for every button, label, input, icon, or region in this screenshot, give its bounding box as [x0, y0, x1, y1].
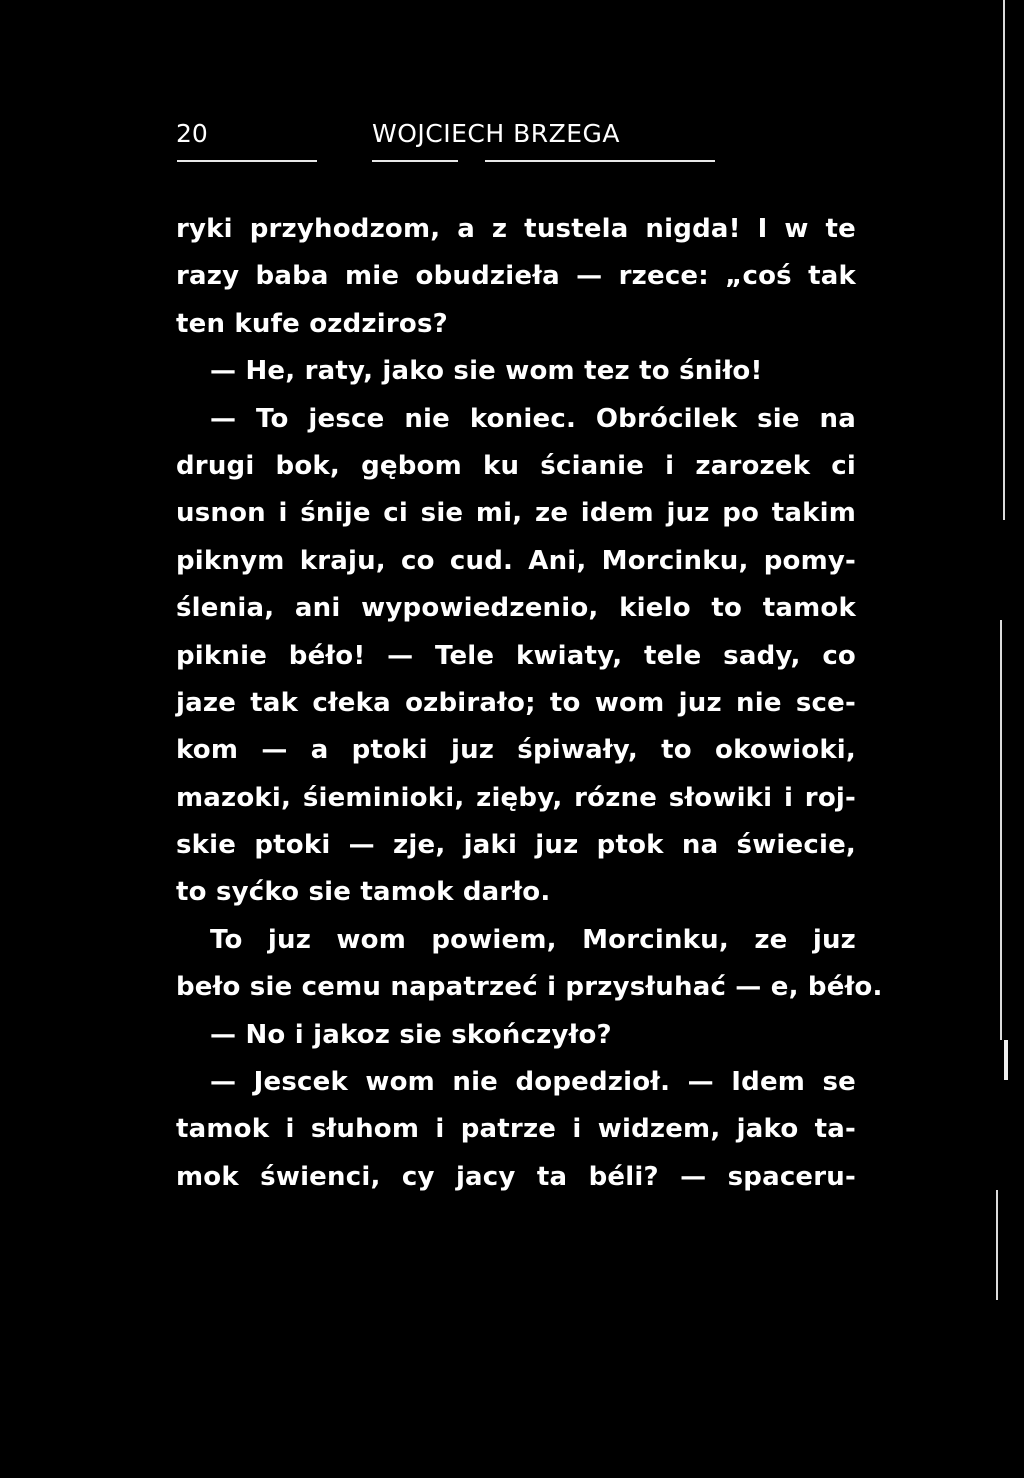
- header-rule: [177, 160, 317, 162]
- text-line: beło sie cemu napatrzeć i przysłuhać — e, béło.: [176, 972, 883, 1003]
- text-line: ślenia, ani wypowiedzenio, kielo to tamok: [176, 593, 856, 624]
- text-line: drugi bok, gębom ku ścianie i zarozek ci: [176, 450, 856, 481]
- text-line: skie ptoki — zje, jaki juz ptok na świecie,: [176, 830, 856, 861]
- text-line: razy baba mie obudzieła — rzece: „coś tak: [176, 261, 856, 292]
- header-rule: [372, 160, 458, 162]
- running-head: [176, 116, 856, 152]
- text-line: ryki przyhodzom, a z tustela nigda! I w te: [176, 214, 856, 244]
- text-line: ten kufe ozdziros?: [176, 308, 448, 339]
- text-line: kom — a ptoki juz śpiwały, to okowioki,: [176, 735, 856, 766]
- body-text: [176, 206, 883, 1201]
- text-line: To juz wom powiem, Morcinku, ze juz: [210, 924, 856, 955]
- text-line: — He, raty, jako sie wom tez to śniło!: [210, 356, 763, 387]
- text-line: — No i jakoz sie skończyło?: [210, 1019, 612, 1050]
- text-line: to syćko sie tamok darło.: [176, 877, 551, 908]
- text-line: usnon i śnije ci sie mi, ze idem juz po takim: [176, 498, 856, 529]
- text-line: — To jesce nie koniec. Obrócilek sie na: [210, 403, 856, 434]
- scan-edge-mark: [1003, 0, 1005, 520]
- text-line: piknie béło! — Tele kwiaty, tele sady, co: [176, 640, 856, 671]
- text-line: mazoki, śieminioki, zięby, rózne słowiki i roj-: [176, 782, 856, 813]
- text-line: piknym kraju, co cud. Ani, Morcinku, pomy-: [176, 545, 856, 576]
- page-number: 20: [176, 119, 208, 148]
- text-line: jaze tak cłeka ozbirało; to wom juz nie sce-: [176, 687, 856, 718]
- scan-edge-mark: [996, 1190, 998, 1300]
- header-rule: [485, 160, 715, 162]
- running-title: WOJCIECH BRZEGA: [372, 119, 621, 148]
- text-line: mok świenci, cy jacy ta béli? — spaceru-: [176, 1161, 856, 1192]
- scan-edge-mark: [1000, 620, 1002, 1040]
- scan-edge-mark: [1004, 1040, 1008, 1080]
- text-line: tamok i słuhom i patrze i widzem, jako ta-: [176, 1114, 856, 1145]
- text-line: — Jescek wom nie dopedzioł. — Idem se: [210, 1067, 856, 1098]
